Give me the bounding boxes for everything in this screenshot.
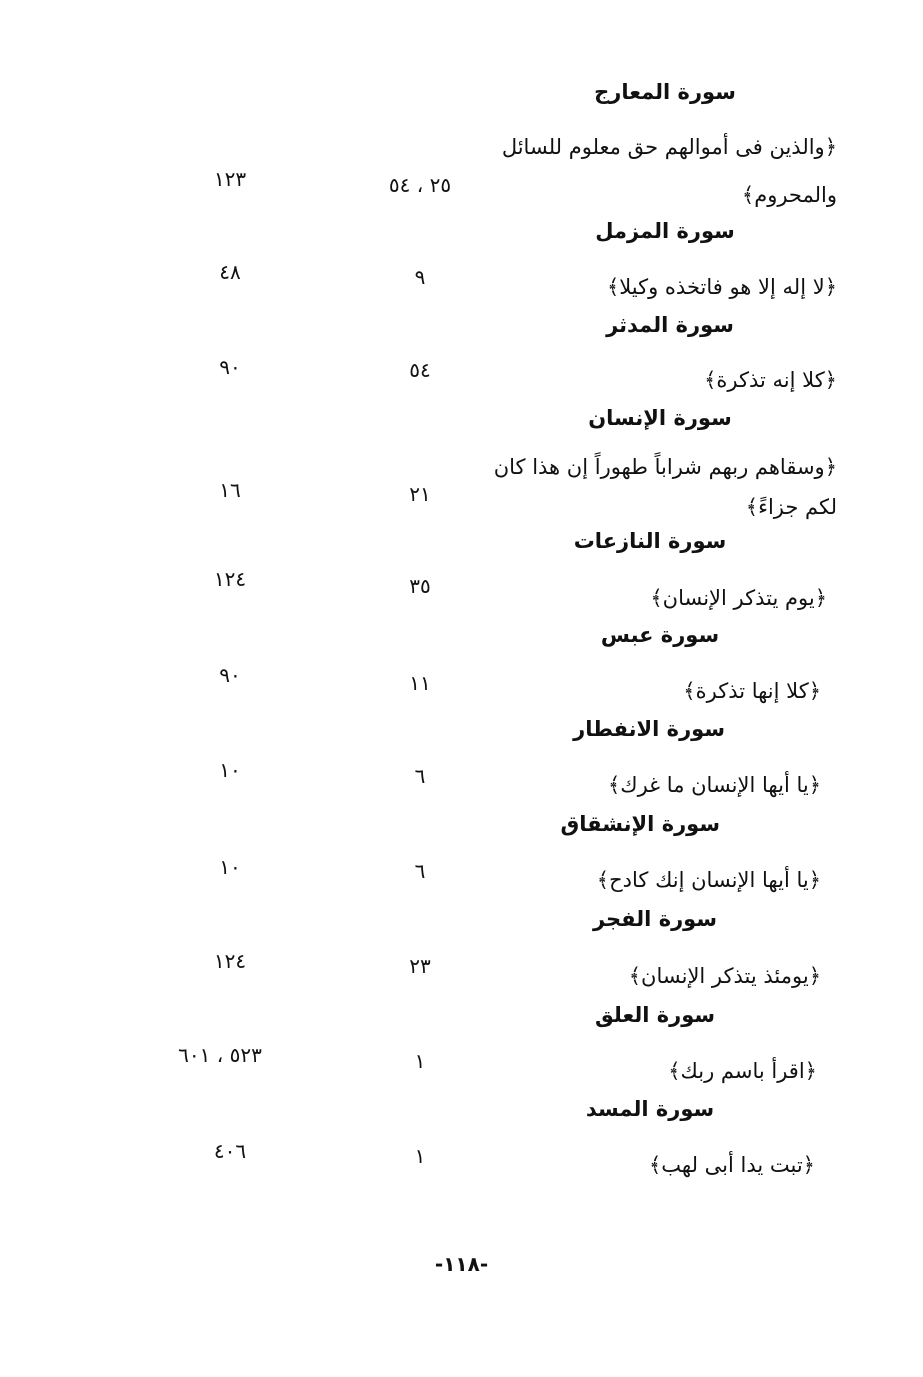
ayah-number: ٢٥ ، ٥٤: [388, 173, 452, 197]
verse-line: ﴿يا أيها الإنسان ما غرك﴾: [607, 773, 821, 797]
page-reference: ١٢٤: [213, 567, 247, 591]
ayah-number: ٦: [414, 764, 426, 788]
page-reference: ٤٨: [219, 260, 241, 284]
page-reference: ٩٠: [219, 355, 241, 379]
verse-line: لكم جزاءً﴾: [745, 495, 837, 519]
page-reference: ١٠: [219, 758, 241, 782]
page-reference: ٤٠٦: [213, 1139, 247, 1163]
verse-line: ﴿كلا إنها تذكرة﴾: [683, 679, 821, 703]
ayah-number: ٥٤: [409, 358, 431, 382]
verse-line: ﴿وسقاهم ربهم شراباً طهوراً إن هذا كان: [493, 455, 837, 479]
ayah-number: ١: [414, 1144, 426, 1168]
surah-heading: سورة المسد: [585, 1097, 715, 1121]
ayah-number: ٦: [414, 859, 426, 883]
surah-heading: سورة الانفطار: [573, 717, 725, 741]
page-reference: ٩٠: [219, 663, 241, 687]
ayah-number: ٩: [414, 265, 426, 289]
page-reference: ١٠: [219, 855, 241, 879]
surah-heading: سورة الإنسان: [588, 406, 732, 430]
page-reference: ٥٢٣ ، ٦٠١: [178, 1043, 262, 1067]
surah-heading: سورة الفجر: [592, 907, 717, 931]
verse-line: ﴿والذين فى أموالهم حق معلوم للسائل: [501, 135, 837, 159]
surah-heading: سورة الإنشقاق: [560, 812, 720, 836]
ayah-number: ١: [414, 1049, 426, 1073]
surah-heading: سورة عبس: [600, 623, 720, 647]
surah-heading: سورة المزمل: [595, 219, 735, 243]
verse-line: ﴿يومئذ يتذكر الإنسان﴾: [628, 964, 821, 988]
verse-line: ﴿لا إله إلا هو فاتخذه وكيلا﴾: [606, 275, 837, 299]
ayah-number: ٢٣: [409, 954, 431, 978]
surah-heading: سورة النازعات: [573, 529, 727, 553]
verse-line: ﴿اقرأ باسم ربك﴾: [668, 1059, 817, 1083]
surah-heading: سورة المعارج: [594, 80, 736, 104]
verse-line: ﴿كلا إنه تذكرة﴾: [704, 368, 837, 392]
ayah-number: ١١: [409, 671, 431, 695]
page-number: -١١٨-: [434, 1252, 489, 1276]
verse-line: ﴿تبت يدا أبى لهب﴾: [648, 1153, 815, 1177]
page-reference: ١٢٣: [213, 167, 247, 191]
surah-heading: سورة المدثر: [606, 313, 734, 337]
verse-line: ﴿يا أيها الإنسان إنك كادح﴾: [596, 868, 821, 892]
verse-line: ﴿يوم يتذكر الإنسان﴾: [650, 586, 827, 610]
verse-line: والمحروم﴾: [741, 183, 837, 207]
page-reference: ١٢٤: [213, 949, 247, 973]
ayah-number: ٣٥: [409, 574, 431, 598]
ayah-number: ٢١: [409, 482, 431, 506]
page-reference: ١٦: [219, 478, 241, 502]
surah-heading: سورة العلق: [594, 1003, 716, 1027]
